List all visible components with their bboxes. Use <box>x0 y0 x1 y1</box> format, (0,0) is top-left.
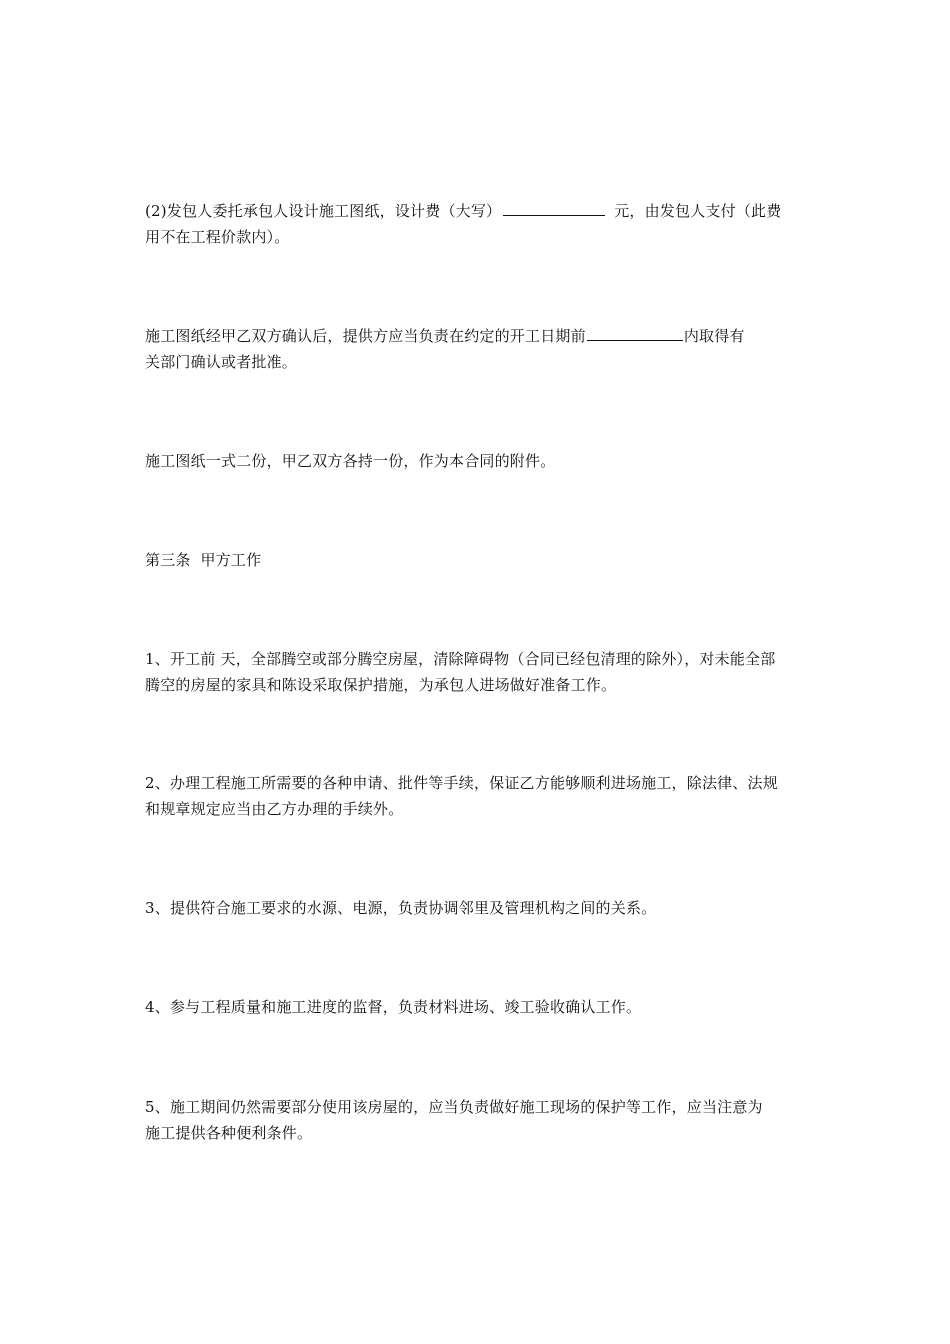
item-3-paragraph <box>145 895 813 921</box>
drawings-confirm-paragraph <box>145 323 813 375</box>
design-fee-blank <box>503 201 605 216</box>
article-heading-text: 第三条 甲方工作 <box>145 551 262 569</box>
design-fee-text-2: 元，由发包人支付（此费 <box>609 202 782 220</box>
item-4-paragraph <box>145 994 813 1020</box>
design-fee-paragraph <box>145 198 813 250</box>
design-fee-text-1: (2)发包人委托承包人设计施工图纸，设计费（大写） <box>145 202 502 220</box>
item-2-line-1: 2、办理工程施工所需要的各种申请、批件等手续，保证乙方能够顺利进场施工，除法律、法规 <box>145 774 778 792</box>
item-2-paragraph <box>145 770 813 822</box>
item-3-line: 3、提供符合施工要求的水源、电源，负责协调邻里及管理机构之间的关系。 <box>145 899 657 917</box>
item-1-line-2: 腾空的房屋的家具和陈设采取保护措施，为承包人进场做好准备工作。 <box>145 676 617 694</box>
design-fee-line-2: 用不在工程价款内）。 <box>145 228 290 246</box>
drawings-confirm-text-1: 施工图纸经甲乙双方确认后，提供方应当负责在约定的开工日期前 <box>145 327 586 345</box>
item-5-line-1: 5、施工期间仍然需要部分使用该房屋的，应当负责做好施工现场的保护等工作，应当注意为 <box>145 1098 763 1116</box>
item-5-paragraph <box>145 1094 813 1146</box>
item-1-paragraph <box>145 646 813 698</box>
item-2-line-2: 和规章规定应当由乙方办理的手续外。 <box>145 800 404 818</box>
drawings-copies-paragraph <box>145 448 813 474</box>
drawings-confirm-blank <box>587 326 683 341</box>
item-1-line-1: 1、开工前 天，全部腾空或部分腾空房屋，清除障碍物（合同已经包清理的除外），对未能全部 <box>145 650 776 668</box>
item-4-line: 4、参与工程质量和施工进度的监督，负责材料进场、竣工验收确认工作。 <box>145 998 642 1016</box>
article-three-heading <box>145 547 813 573</box>
drawings-confirm-line-1 <box>145 323 813 349</box>
drawings-confirm-text-2: 内取得有 <box>683 327 745 345</box>
drawings-confirm-line-2: 关部门确认或者批准。 <box>145 353 298 371</box>
design-fee-line-1 <box>145 198 813 224</box>
drawings-copies-line: 施工图纸一式二份，甲乙双方各持一份，作为本合同的附件。 <box>145 452 556 470</box>
item-5-line-2: 施工提供各种便利条件。 <box>145 1124 313 1142</box>
